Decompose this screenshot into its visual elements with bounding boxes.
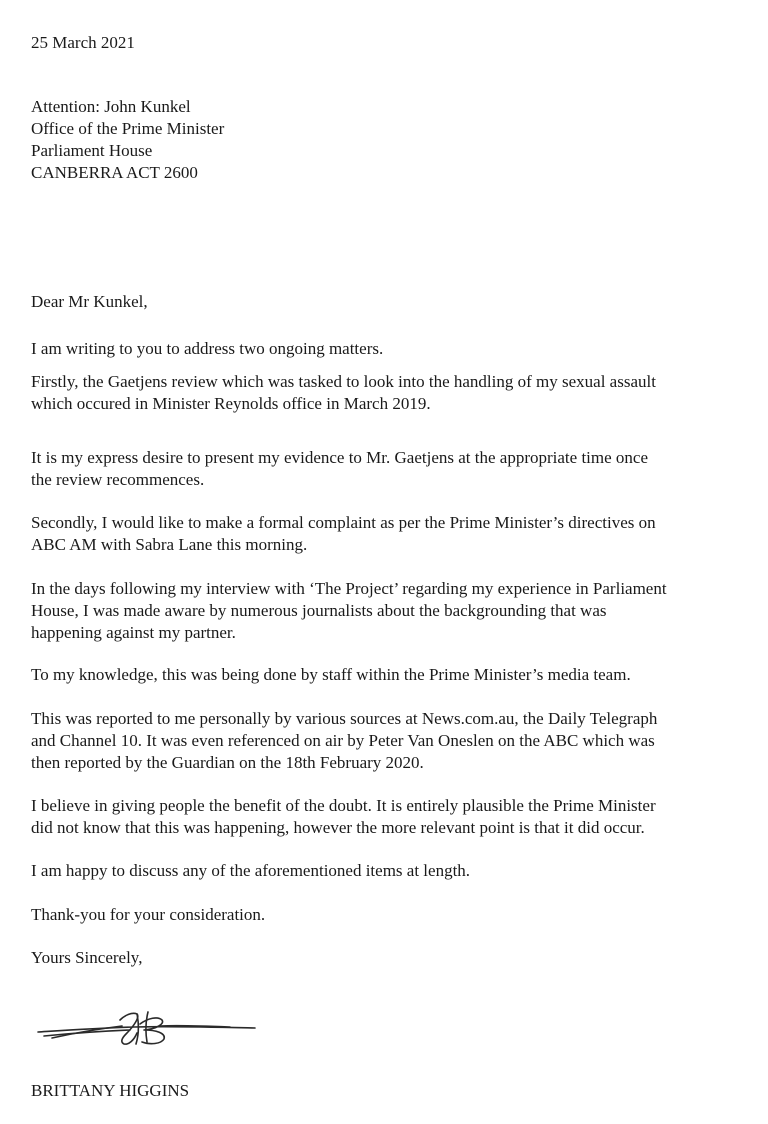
paragraph-line: then reported by the Guardian on the 18th February 2020.	[31, 753, 424, 772]
paragraph-line: I am writing to you to address two ongoing matters.	[31, 339, 384, 358]
paragraph-line: This was reported to me personally by various sources at News.com.au, the Daily Telegraph	[31, 709, 658, 728]
salutation: Dear Mr Kunkel,	[31, 292, 148, 311]
signatory-name: BRITTANY HIGGINS	[31, 1081, 190, 1100]
paragraph-line: and Channel 10. It was even referenced on air by Peter Van Oneslen on the ABC which was	[31, 731, 655, 750]
paragraph-intro	[31, 338, 743, 360]
paragraph-line: the review recommences.	[31, 470, 205, 489]
paragraph-line: I believe in giving people the benefit of the doubt. It is entirely plausible the Prime Minister	[31, 796, 656, 815]
paragraph-sources	[31, 708, 743, 774]
paragraph-line: which occured in Minister Reynolds office in March 2019.	[31, 394, 431, 413]
paragraph-discuss	[31, 860, 743, 882]
paragraph-line: I am happy to discuss any of the aforementioned items at length.	[31, 861, 471, 880]
letter-date: 25 March 2021	[31, 33, 135, 52]
closing: Yours Sincerely,	[31, 948, 143, 967]
paragraph-line: It is my express desire to present my evidence to Mr. Gaetjens at the appropriate time once	[31, 448, 648, 467]
paragraph-line: In the days following my interview with ‘The Project’ regarding my experience in Parliament	[31, 579, 667, 598]
paragraph-evidence	[31, 447, 743, 491]
signature-image	[30, 1000, 270, 1060]
paragraph-line: Secondly, I would like to make a formal complaint as per the Prime Minister’s directives on	[31, 513, 656, 532]
paragraph-line: Thank-you for your consideration.	[31, 905, 266, 924]
paragraph-benefit-of-doubt	[31, 795, 743, 839]
paragraph-complaint	[31, 512, 743, 556]
paragraph-line: ABC AM with Sabra Lane this morning.	[31, 535, 308, 554]
paragraph-thanks	[31, 904, 743, 926]
paragraph-line: happening against my partner.	[31, 623, 236, 642]
paragraph-line: did not know that this was happening, however the more relevant point is that it did occur.	[31, 818, 645, 837]
paragraph-line: To my knowledge, this was being done by staff within the Prime Minister’s media team.	[31, 665, 631, 684]
address-office: Office of the Prime Minister	[31, 119, 225, 138]
address-city: CANBERRA ACT 2600	[31, 163, 198, 182]
address-building: Parliament House	[31, 141, 153, 160]
paragraph-line: House, I was made aware by numerous journalists about the backgrounding that was	[31, 601, 607, 620]
paragraph-gaetjens-review	[31, 371, 743, 415]
paragraph-backgrounding	[31, 578, 743, 644]
paragraph-line: Firstly, the Gaetjens review which was tasked to look into the handling of my sexual assault	[31, 372, 656, 391]
address-attention: Attention: John Kunkel	[31, 97, 191, 116]
paragraph-media-team	[31, 664, 743, 686]
